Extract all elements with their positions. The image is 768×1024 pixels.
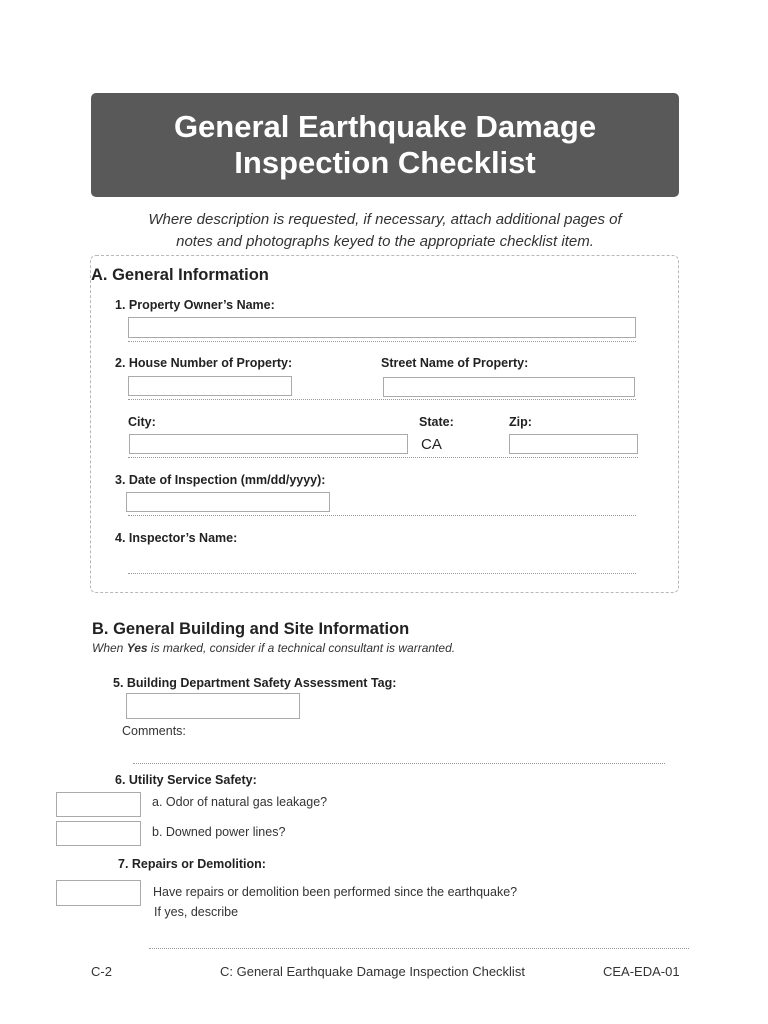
city-input[interactable] [129,434,408,454]
gas-leak-question: a. Odor of natural gas leakage? [152,795,328,809]
city-state-zip-underline [128,457,638,458]
repairs-checkbox[interactable] [56,880,141,906]
inspector-name-underline[interactable] [128,573,636,574]
state-value[interactable]: CA [421,436,442,453]
title-banner [91,93,679,197]
zip-input[interactable] [509,434,638,454]
city-label: City: [128,415,156,429]
house-number-label: 2. House Number of Property: [115,356,293,370]
house-number-input[interactable] [128,376,292,396]
repairs-label: 7. Repairs or Demolition: [118,857,266,871]
inspection-date-underline [128,515,636,516]
comments-underline[interactable] [133,763,665,764]
safety-tag-label: 5. Building Department Safety Assessment Tag: [113,676,397,690]
intro-line1: Where description is requested, if necessary, attach additional pages of [148,211,622,228]
zip-label: Zip: [509,415,532,429]
repairs-followup: If yes, describe [154,905,239,919]
repairs-underline[interactable] [149,948,689,949]
state-label: State: [419,415,454,429]
page-title-line1: General Earthquake Damage [173,109,597,144]
section-b-title: B. General Building and Site Information [92,620,410,638]
street-name-label: Street Name of Property: [381,356,529,370]
footer-doc-code: CEA-EDA-01 [603,964,680,979]
section-b-note-prefix: When [92,641,127,655]
house-street-underline [128,399,636,400]
page-title-line2: Inspection Checklist [234,145,536,180]
repairs-question: Have repairs or demolition been performed since the earthquake? [153,885,518,899]
footer-page-number: C-2 [91,964,112,979]
utility-safety-label: 6. Utility Service Safety: [115,773,257,787]
owner-name-label: 1. Property Owner’s Name: [115,298,275,312]
gas-leak-checkbox[interactable] [56,792,141,817]
footer-title: C: General Earthquake Damage Inspection Checklist [220,964,525,979]
comments-label: Comments: [122,724,186,738]
section-b-note [92,641,455,655]
section-b-note-suffix: is marked, consider if a technical consultant is warranted. [147,641,456,655]
intro-line2: notes and photographs keyed to the appropriate checklist item. [176,233,594,250]
inspection-date-input[interactable] [126,492,330,512]
inspection-date-label: 3. Date of Inspection (mm/dd/yyyy): [115,473,326,487]
owner-name-input[interactable] [128,317,636,338]
owner-name-underline [128,341,636,342]
section-a-title: A. General Information [91,266,269,284]
power-lines-checkbox[interactable] [56,821,141,846]
inspector-name-label: 4. Inspector’s Name: [115,531,238,545]
safety-tag-input[interactable] [126,693,300,719]
section-b-note-yes: Yes [126,641,148,655]
street-name-input[interactable] [383,377,635,397]
power-lines-question: b. Downed power lines? [152,825,286,839]
